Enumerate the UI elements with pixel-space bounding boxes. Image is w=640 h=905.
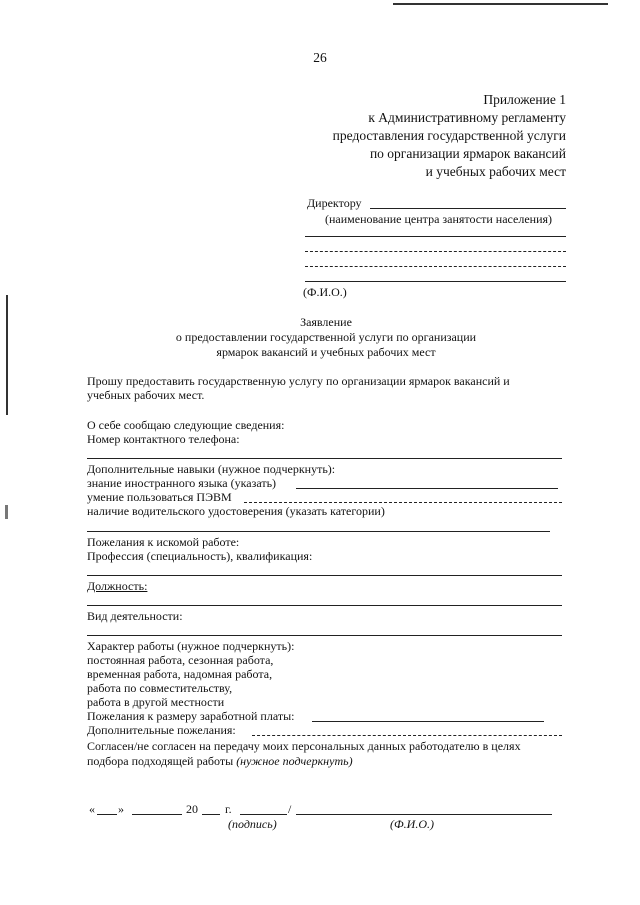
date-quote-open: «: [89, 802, 95, 816]
phone-field[interactable]: [87, 458, 562, 459]
pc-skills-field[interactable]: [244, 502, 562, 503]
addressee-line-3[interactable]: [305, 266, 566, 267]
page-number: 26: [313, 50, 327, 65]
scan-left-mark: [5, 505, 8, 519]
title-line-1: Заявление: [300, 315, 352, 329]
year-field[interactable]: [202, 814, 220, 815]
pc-skills-label: умение пользоваться ПЭВМ: [87, 490, 232, 504]
addressee-line-1[interactable]: [305, 236, 566, 237]
appendix-line-2: к Административному регламенту: [368, 110, 566, 125]
month-field[interactable]: [132, 814, 182, 815]
request-line-2: учебных рабочих мест.: [87, 388, 205, 402]
work-type-4[interactable]: работа в другой местности: [87, 695, 225, 709]
signature-fio-label: (Ф.И.О.): [390, 817, 434, 831]
driver-license-label: наличие водительского удостоверения (указать категории): [87, 504, 385, 518]
foreign-language-label: знание иностранного языка (указать): [87, 476, 277, 490]
director-field[interactable]: [370, 208, 566, 209]
work-character-label: Характер работы (нужное подчеркнуть):: [87, 639, 295, 653]
date-quote-close: »: [118, 802, 124, 816]
activity-label: Вид деятельности:: [87, 609, 183, 623]
signature-slash: /: [288, 802, 292, 816]
work-type-3[interactable]: работа по совместительству,: [87, 681, 233, 695]
position-label: Должность:: [87, 579, 148, 593]
year-prefix: 20: [186, 802, 198, 816]
title-line-2: о предоставлении государственной услуги по организации: [175, 330, 477, 344]
signature-field[interactable]: [240, 814, 287, 815]
director-label: Директору: [307, 196, 362, 210]
consent-note: (нужное подчеркнуть): [236, 754, 353, 768]
appendix-line-4: по организации ярмарок вакансий: [369, 146, 566, 161]
work-type-2[interactable]: временная работа, надомная работа,: [87, 667, 273, 681]
consent-line-1: Согласен/не согласен на передачу моих персональных данных работодателю в целях: [87, 739, 521, 753]
salary-label: Пожелания к размеру заработной платы:: [87, 709, 295, 723]
appendix-line-1: Приложение 1: [483, 92, 566, 107]
addressee-line-2[interactable]: [305, 251, 566, 252]
consent-text: подбора подходящей работы: [87, 754, 234, 768]
driver-license-field[interactable]: [87, 531, 550, 532]
day-field[interactable]: [97, 814, 117, 815]
signature-label: (подпись): [228, 817, 277, 831]
signature-fio-field[interactable]: [296, 814, 552, 815]
addressee-fio-label: (Ф.И.О.): [303, 285, 347, 299]
skills-label: Дополнительные навыки (нужное подчеркнуть):: [87, 462, 336, 476]
work-type-1[interactable]: постоянная работа, сезонная работа,: [87, 653, 274, 667]
year-suffix: г.: [225, 802, 232, 816]
title-line-3: ярмарок вакансий и учебных рабочих мест: [216, 345, 436, 359]
profession-field[interactable]: [87, 575, 562, 576]
activity-field[interactable]: [87, 635, 562, 636]
additional-field[interactable]: [252, 735, 562, 736]
consent-line-2: [87, 754, 353, 768]
center-hint: (наименование центра занятости населения): [325, 212, 553, 226]
salary-field[interactable]: [312, 721, 544, 722]
appendix-line-5: и учебных рабочих мест: [425, 164, 566, 179]
phone-label: Номер контактного телефона:: [87, 432, 240, 446]
profession-label: Профессия (специальность), квалификация:: [87, 549, 313, 563]
scan-top-rule: [393, 3, 608, 5]
position-field[interactable]: [87, 605, 562, 606]
addressee-line-4[interactable]: [305, 281, 566, 282]
additional-label: Дополнительные пожелания:: [87, 723, 236, 737]
about-self-label: О себе сообщаю следующие сведения:: [87, 418, 285, 432]
request-line-1: Прошу предоставить государственную услугу по организации ярмарок вакансий и: [87, 374, 510, 388]
job-wishes-label: Пожелания к искомой работе:: [87, 535, 240, 549]
appendix-line-3: предоставления государственной услуги: [332, 128, 566, 143]
foreign-language-field[interactable]: [296, 488, 558, 489]
